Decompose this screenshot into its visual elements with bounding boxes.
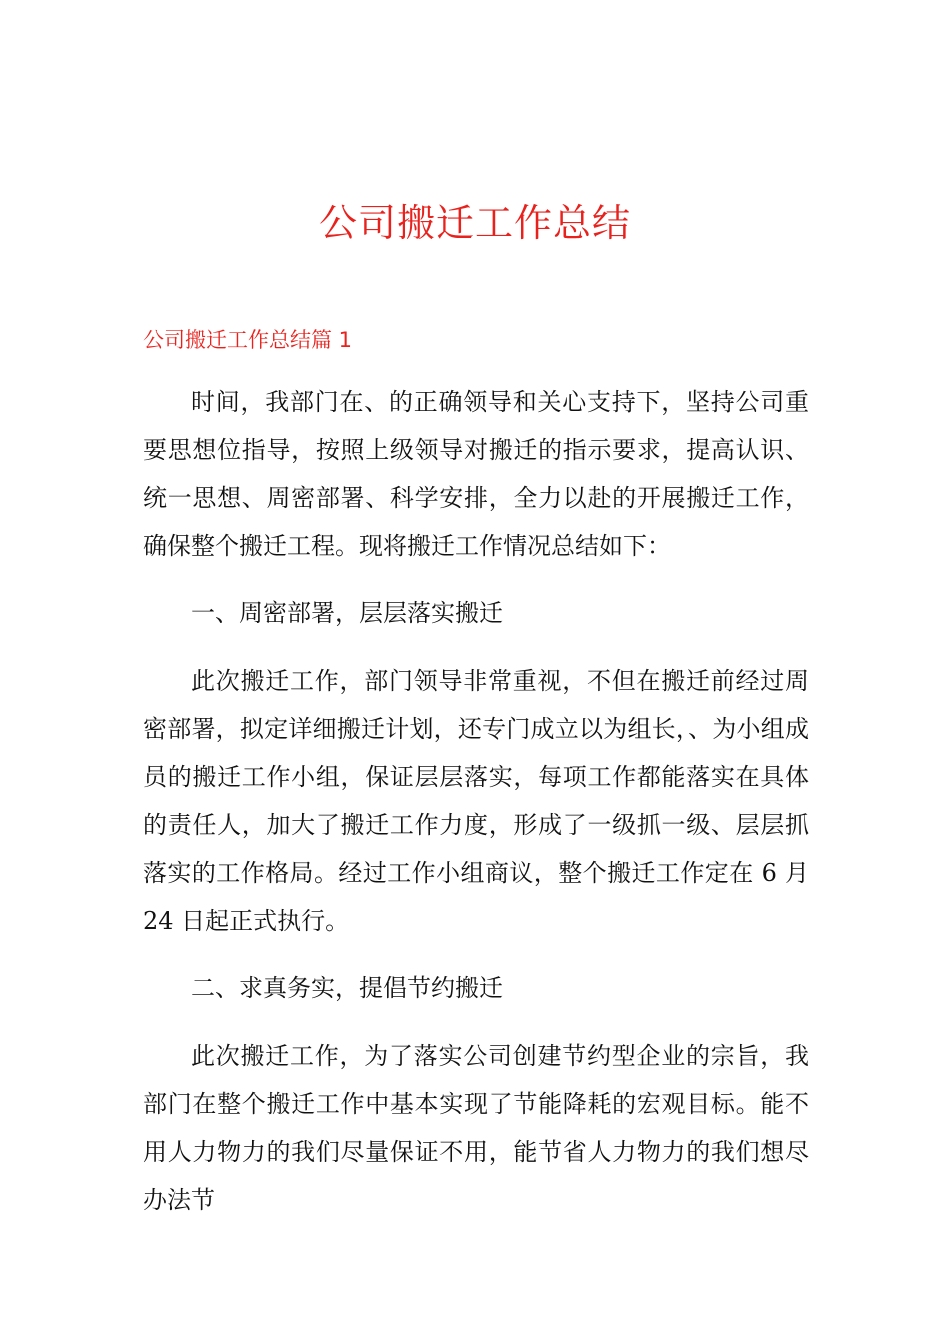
paragraph-1: 此次搬迁工作，部门领导非常重视，不但在搬迁前经过周密部署，拟定详细搬迁计划，还专门成立以为组长，、为小组成员的搬迁工作小组，保证层层落实，每项工作都能落实在具体的责任人，加大了搬迁工作力度，形成了一级抓一级、层层抓落实的工作格局。经过工作小组商议，整个搬迁工作定在 6 月 24 日起正式执行。 [143,667,809,935]
document-body [143,378,809,1243]
subheading-2: 二、求真务实，提倡节约搬迁 [191,974,503,1002]
intro-paragraph: 时间，我部门在、的正确领导和关心支持下，坚持公司重要思想位指导，按照上级领导对搬迁的指示要求，提高认识、统一思想、周密部署、科学安排，全力以赴的开展搬迁工作，确保整个搬迁工程。现将搬迁工作情况总结如下： [143,388,809,560]
paragraph-2: 此次搬迁工作，为了落实公司创建节约型企业的宗旨，我部门在整个搬迁工作中基本实现了节能降耗的宏观目标。能不用人力物力的我们尽量保证不用，能节省人力物力的我们想尽办法节 [143,1042,809,1214]
section-heading: 公司搬迁工作总结篇 1 [143,328,353,352]
subheading-1: 一、周密部署，层层落实搬迁 [191,599,503,627]
document-title: 公司搬迁工作总结 [318,201,631,245]
